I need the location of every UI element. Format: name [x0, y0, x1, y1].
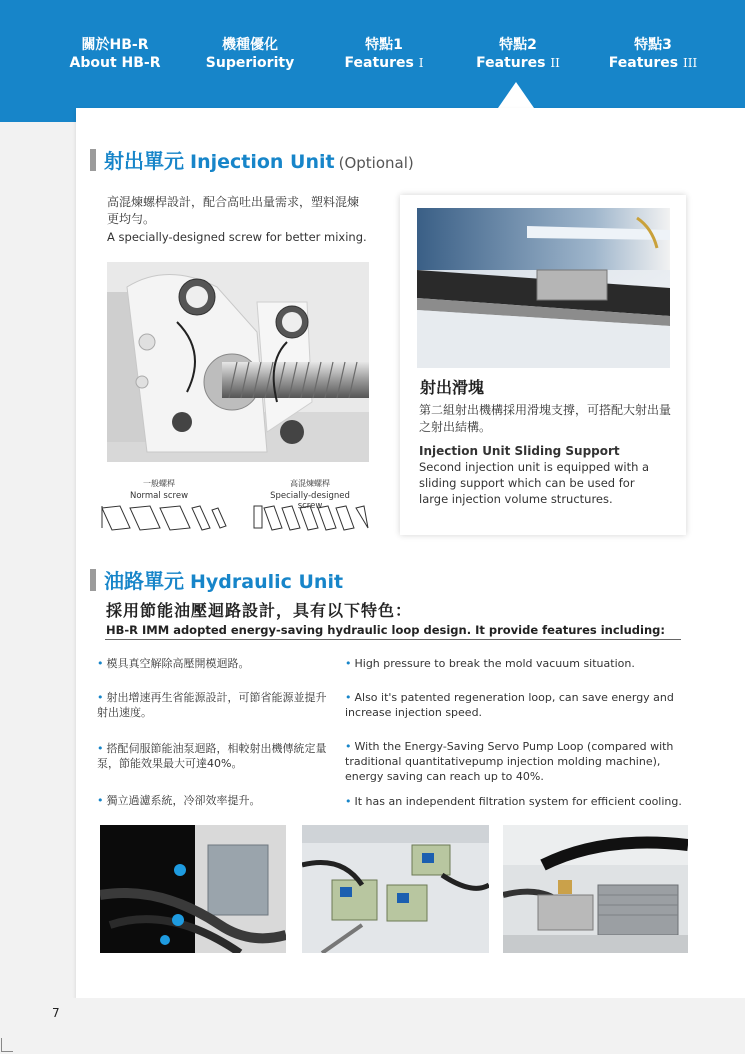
normal-screw-diagram [100, 502, 230, 532]
nav-tab-about[interactable] [50, 36, 180, 72]
special-screw-diagram [252, 502, 370, 532]
feature-zh-3: • 搭配伺服節能油泵迴路，相較射出機傳統定量泵，節能效果最大可達40%。 [97, 742, 327, 770]
nav-tab-features-2-zh: 特點2 [499, 37, 537, 53]
sliding-support-photo [417, 208, 670, 368]
hydraulic-subhead-en: HB-R IMM adopted energy-saving hydraulic loop design. It provide features including: [106, 623, 665, 637]
injection-unit-heading [90, 145, 414, 174]
hydraulic-heading-zh: 油路單元 [104, 569, 184, 593]
injection-heading-en: Injection Unit [190, 151, 335, 173]
feature-zh-2: • 射出增速再生省能源設計，可節省能源並提升射出速度。 [97, 691, 327, 719]
nav-tab-features-2[interactable] [453, 36, 583, 72]
special-screw-label: 高混煉螺桿 Specially-designed screw [270, 479, 350, 511]
sliding-desc-en: Second injection unit is equipped with a sliding support which can be used for large injection volume structures. [419, 460, 650, 506]
nav-tab-about-zh: 關於HB-R [81, 37, 149, 53]
feature-en-3: • With the Energy-Saving Servo Pump Loop (compared with traditional quantitativepump injection molding machine), energy saving can reach up to 40%. [345, 740, 674, 783]
crop-mark [1, 1038, 13, 1052]
nav-tab-features-3[interactable] [588, 36, 718, 72]
section-divider [105, 639, 681, 640]
nav-tab-features-3-zh: 特點3 [634, 37, 672, 53]
nav-tab-features-1-zh: 特點1 [365, 37, 403, 53]
feature-zh-4: • 獨立過濾系統，冷卻效率提升。 [97, 794, 261, 807]
page-number: 7 [52, 1006, 60, 1020]
feature-zh-1: • 模具真空解除高壓開模迴路。 [97, 657, 250, 670]
active-tab-pointer [498, 82, 534, 108]
feature-en-1: • High pressure to break the mold vacuum situation. [345, 657, 635, 670]
feature-en-2: • Also it's patented regeneration loop, can save energy and increase injection speed. [345, 691, 674, 719]
feature-en-4: • It has an independent filtration system for efficient cooling. [345, 795, 682, 808]
nav-tab-features-3-en: Features III [608, 55, 698, 71]
nav-tab-features-1-en: Features I [344, 55, 424, 71]
nav-tab-features-1[interactable] [319, 36, 449, 72]
hydraulic-unit-heading [90, 565, 343, 594]
sliding-title-en: Injection Unit Sliding Support [419, 444, 620, 458]
hydraulic-photo-2 [302, 825, 489, 953]
hydraulic-photo-1 [100, 825, 286, 953]
hydraulic-heading-en: Hydraulic Unit [190, 571, 344, 593]
injection-heading-optional: (Optional) [338, 154, 414, 172]
normal-screw-label: 一般螺桿 Normal screw [129, 479, 189, 501]
heading-bar [90, 569, 96, 591]
nav-tab-superiority-zh: 機種優化 [222, 37, 278, 53]
sliding-support-card [400, 195, 686, 535]
injection-heading-zh: 射出單元 [104, 149, 184, 173]
nav-tab-superiority-en: Superiority [205, 55, 295, 71]
screw-description-zh: 高混煉螺桿設計，配合高吐出量需求，塑料混煉更均勻。 [107, 195, 360, 226]
heading-bar [90, 149, 96, 171]
nav-tab-superiority[interactable] [185, 36, 315, 72]
injection-unit-photo [107, 262, 369, 462]
hydraulic-subhead-zh: 採用節能油壓迴路設計，具有以下特色： [106, 601, 413, 620]
page-footer-strip [0, 998, 745, 1054]
sliding-desc-zh: 第二組射出機構採用滑塊支撐，可搭配大射出量之射出結構。 [419, 403, 672, 434]
nav-tab-features-2-en: Features II [476, 55, 560, 71]
nav-tab-about-en: About HB-R [69, 55, 161, 71]
sliding-title-zh: 射出滑塊 [420, 378, 485, 397]
top-navigation-bar [0, 0, 745, 122]
screw-description-en: A specially-designed screw for better mixing. [107, 230, 367, 244]
hydraulic-photo-3 [503, 825, 688, 953]
